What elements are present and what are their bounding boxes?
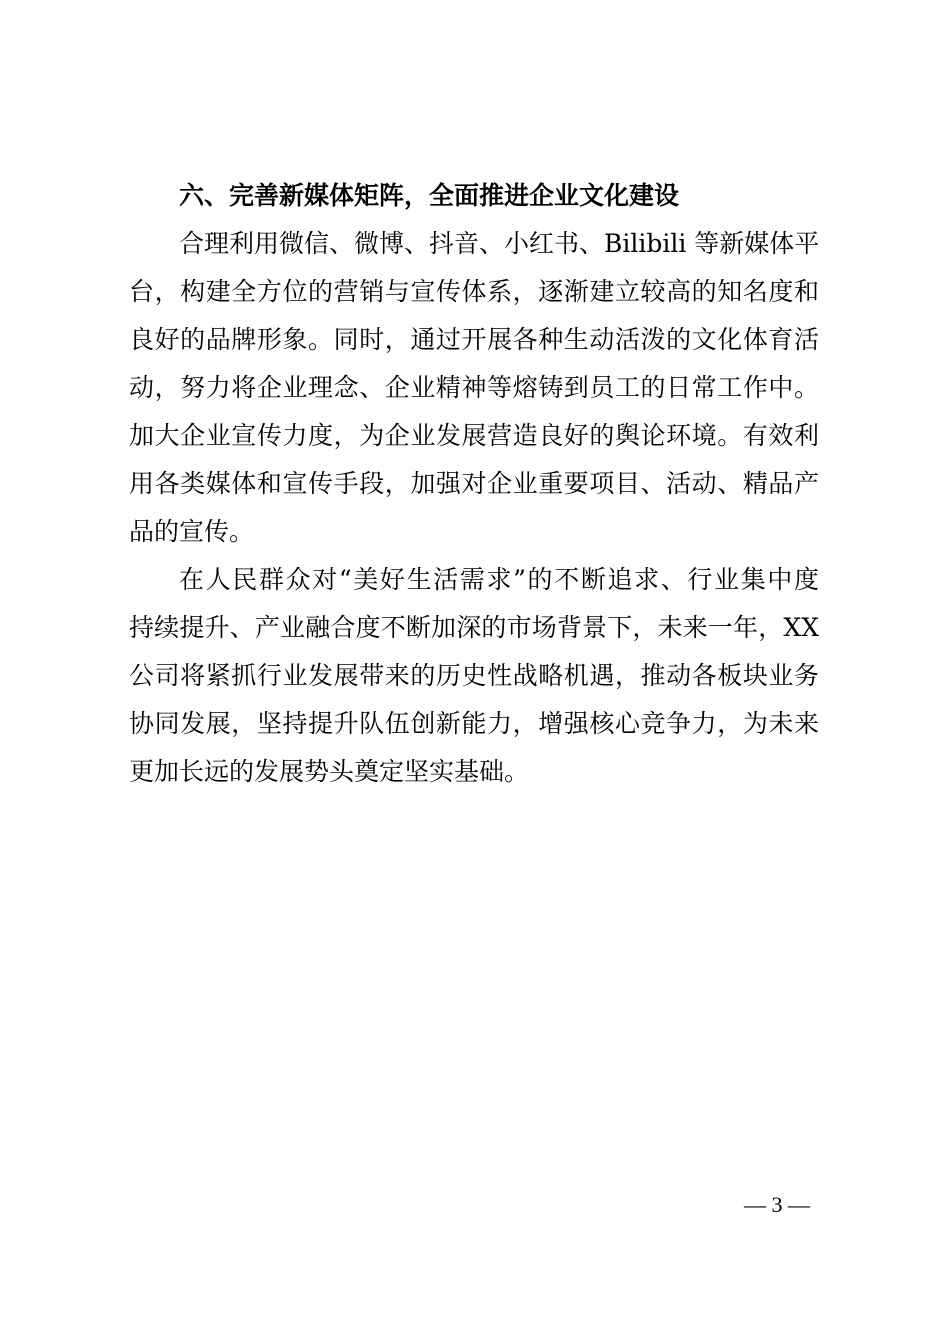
page-number: — 3 — [744,1192,810,1217]
paragraph-line: 协同发展，坚持提升队伍创新能力，增强核心竞争力，为未来 [129,709,819,738]
document-body [129,172,819,796]
paragraph-line: 品的宣传。 [129,517,255,546]
paragraph-2 [129,556,819,796]
paragraph-1 [129,220,819,556]
paragraph-line: 公司将紧抓行业发展带来的历史性战略机遇，推动各板块业务 [129,661,819,690]
paragraph-line: 动，努力将企业理念、企业精神等熔铸到员工的日常工作中。 [129,373,819,402]
paragraph-line: 合理利用微信、微博、抖音、小红书、Bilibili 等新媒体平 [179,229,820,258]
paragraph-line: 更加长远的发展势头奠定坚实基础。 [129,757,530,786]
paragraph-line: 用各类媒体和宣传手段，加强对企业重要项目、活动、精品产 [129,469,819,498]
paragraph-line: 加大企业宣传力度，为企业发展营造良好的舆论环境。有效利 [129,421,819,450]
paragraph-line: 良好的品牌形象。同时，通过开展各种生动活泼的文化体育活 [129,325,819,354]
section-heading: 六、完善新媒体矩阵，全面推进企业文化建设 [179,181,680,210]
paragraph-line: 在人民群众对“美好生活需求”的不断追求、行业集中度 [179,565,819,594]
paragraph-line: 持续提升、产业融合度不断加深的市场背景下，未来一年，XX [129,613,819,642]
paragraph-line: 台，构建全方位的营销与宣传体系，逐渐建立较高的知名度和 [129,277,819,306]
